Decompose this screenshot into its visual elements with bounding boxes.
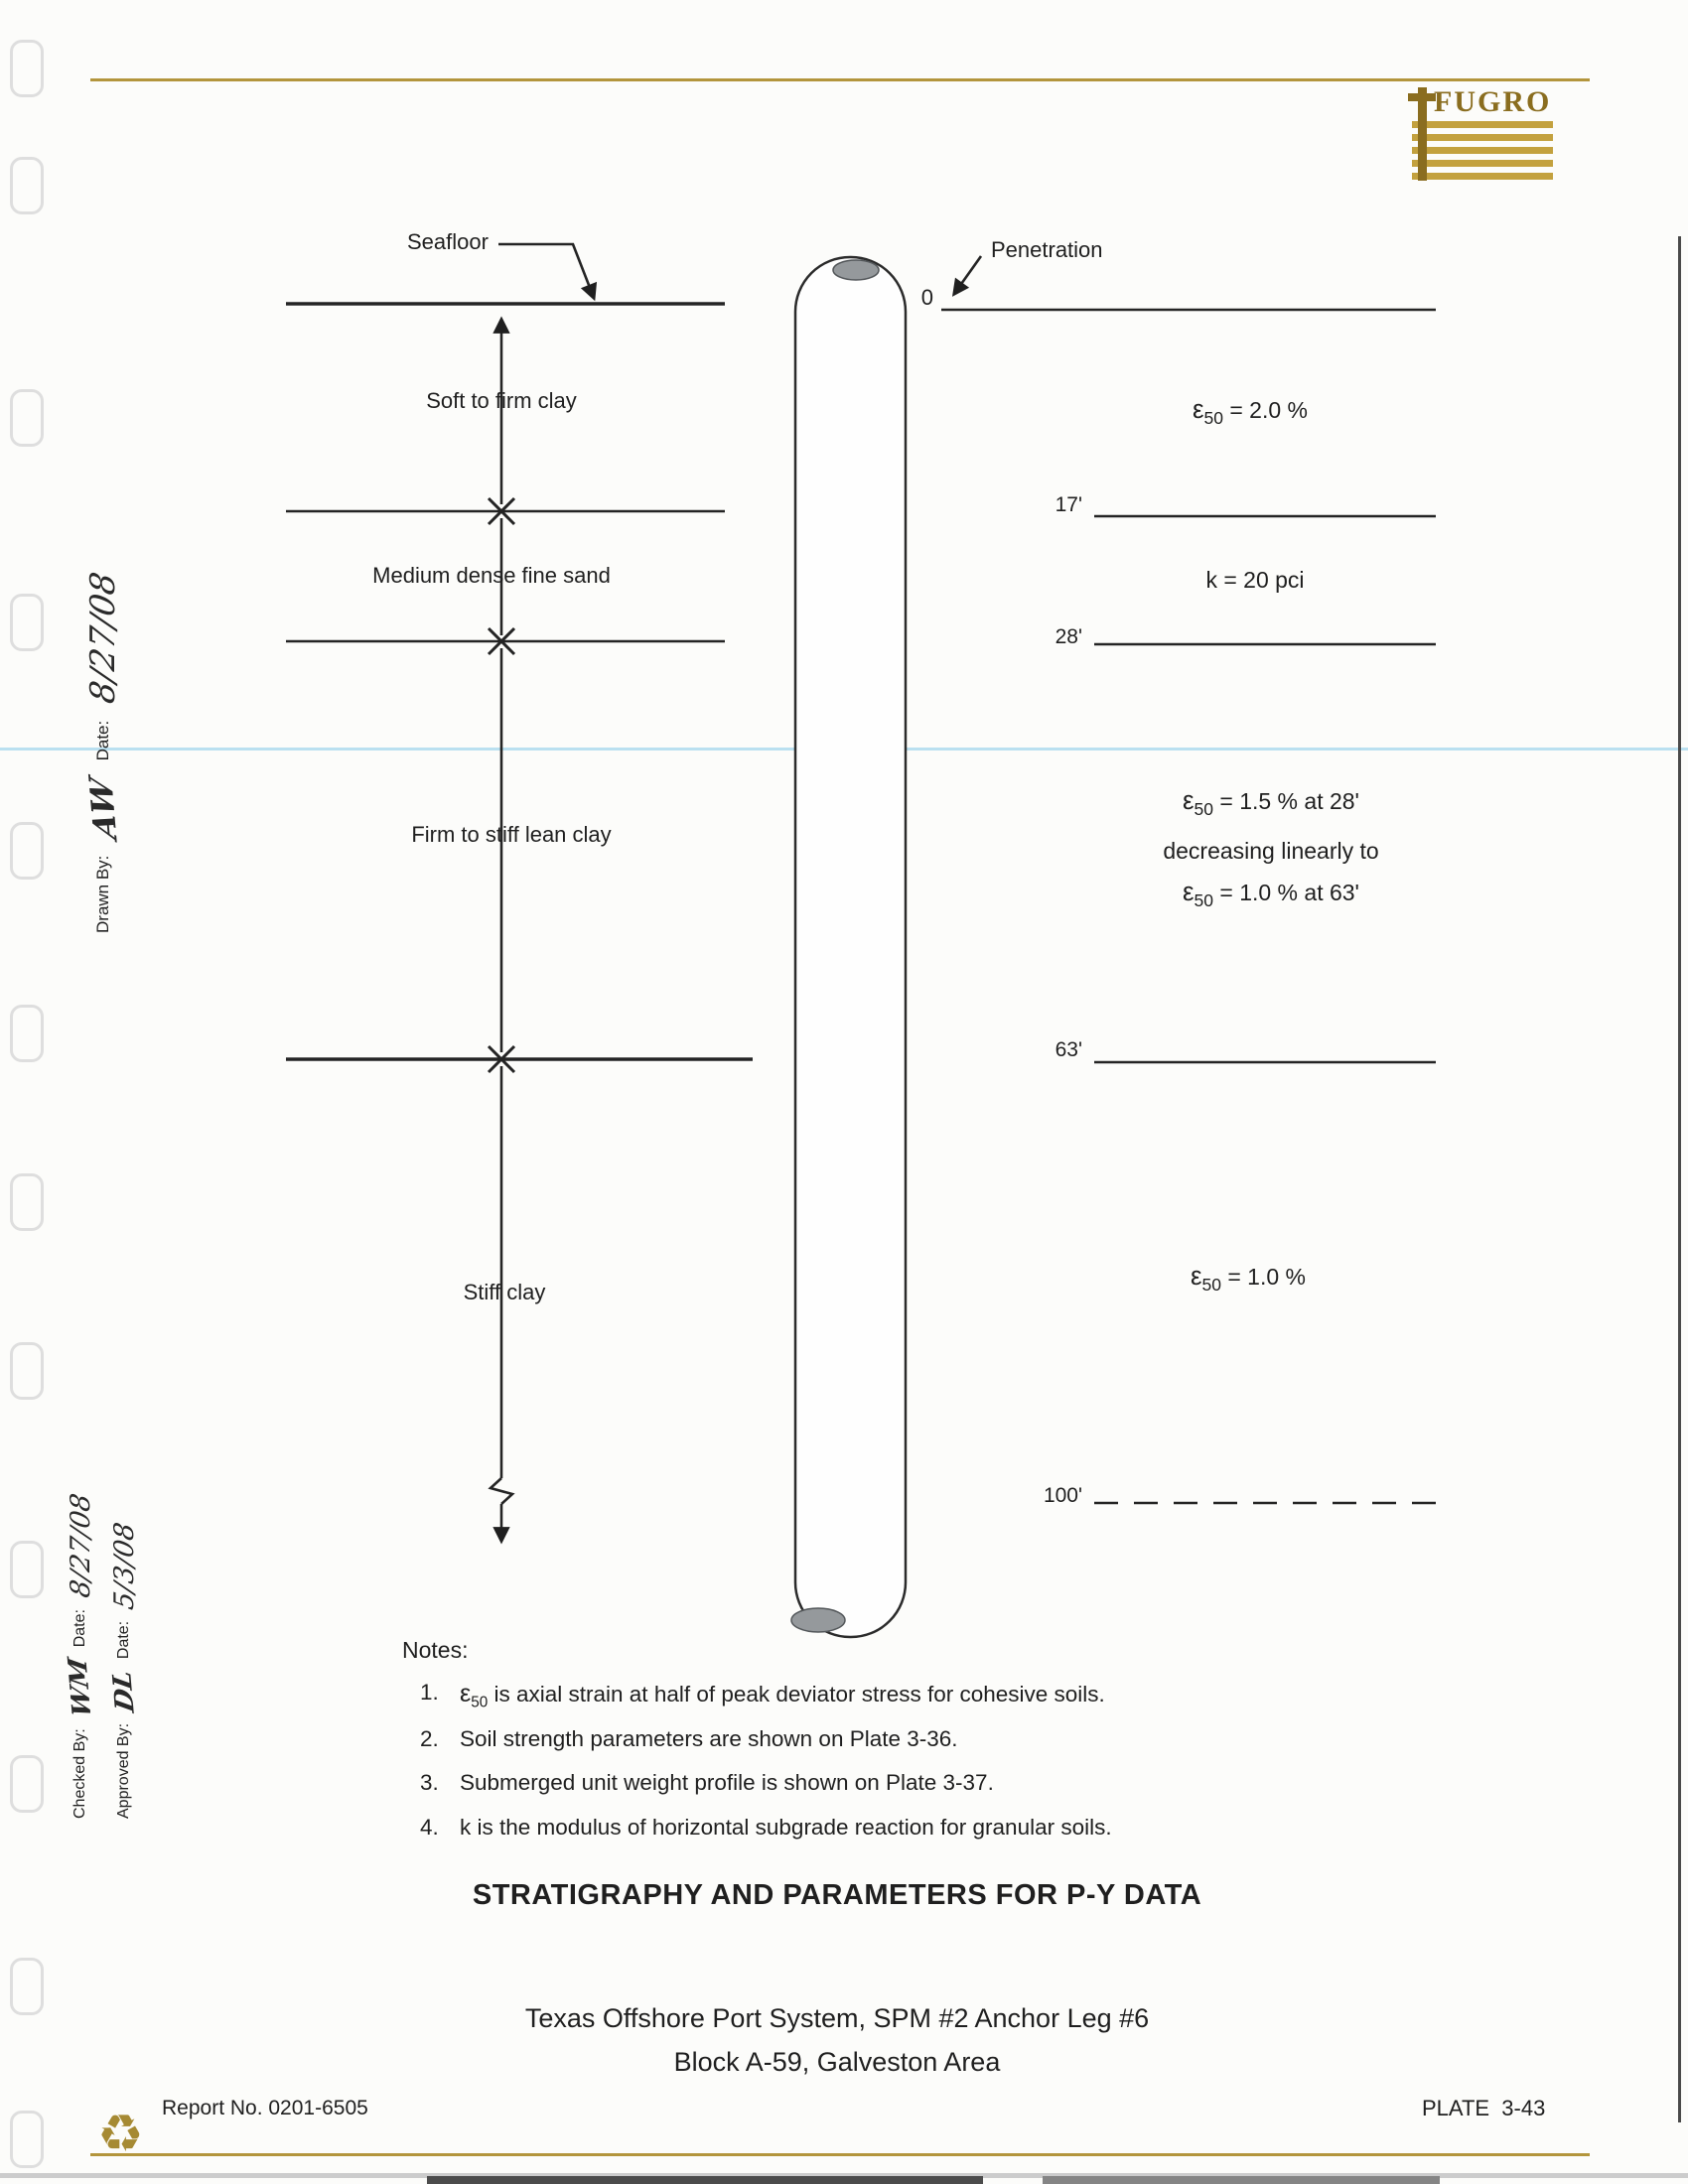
stratum-label-firm-to-stiff-lean-clay: Firm to stiff lean clay	[411, 822, 612, 847]
titleblock-checked-by	[58, 1430, 103, 1819]
eps50-param-layer3	[1072, 780, 1470, 921]
plate-subtitle-line2: Block A-59, Galveston Area	[673, 2047, 1001, 2077]
binder-hole-mark	[10, 1541, 44, 1598]
checked-date-label: Date:	[71, 1609, 88, 1648]
logo-stripe	[1412, 134, 1553, 141]
binder-hole-mark	[10, 40, 44, 97]
right-page-border	[1678, 236, 1681, 2122]
depth-tick-17: 17'	[1055, 493, 1082, 516]
plate-subtitle-line1: Texas Offshore Port System, SPM #2 Anchor Leg #6	[524, 2003, 1150, 2033]
binder-hole-mark	[10, 1342, 44, 1400]
logo-stripe	[1412, 121, 1553, 128]
epsilon-50-symbol: $\varepsilon_{50}$	[1193, 396, 1223, 429]
drawn-date-label: Date:	[93, 720, 112, 761]
scanner-edge-artifact	[1043, 2176, 1440, 2184]
penetration-callout-arrow	[954, 256, 981, 294]
epsilon-50-symbol: $\varepsilon_{50}$	[1183, 879, 1213, 911]
binder-hole-mark	[10, 389, 44, 447]
note-item-1: 1. $\varepsilon_{50}$ is axial strain at half of peak deviator stress for cohesive soils.	[420, 1680, 1105, 1711]
approved-date-label: Date:	[115, 1620, 132, 1660]
titleblock-drawn-by	[62, 417, 145, 933]
scanner-edge-artifact	[427, 2176, 983, 2184]
k-param-layer2: k = 20 pci	[1205, 567, 1305, 593]
pile-bottom-cap	[791, 1608, 845, 1632]
fugro-pin-icon	[1408, 93, 1436, 101]
binder-hole-mark	[10, 1005, 44, 1062]
checked-date-value: 8/27/08	[65, 1491, 96, 1600]
logo-stripe	[1412, 160, 1553, 167]
stratum-label-stiff-clay: Stiff clay	[463, 1280, 546, 1304]
epsilon-50-symbol: $\varepsilon_{50}$	[1191, 1263, 1221, 1296]
note-item-2: 2. Soil strength parameters are shown on Plate 3-36.	[420, 1725, 958, 1751]
eps50-param-layer1: $\varepsilon_{50} = 2.0$ %	[1193, 396, 1308, 429]
epsilon-50-symbol: $\varepsilon_{50}$	[1183, 787, 1213, 820]
binder-hole-mark	[10, 157, 44, 214]
binder-hole-mark	[10, 1173, 44, 1231]
stratum-label-soft-to-firm-clay: Soft to firm clay	[426, 388, 577, 413]
notes-heading: Notes:	[402, 1637, 469, 1663]
approved-date-value: 5/3/08	[108, 1520, 140, 1612]
plate-title: STRATIGRAPHY AND PARAMETERS FOR P-Y DATA	[472, 1879, 1202, 1911]
line-break-symbol	[491, 1478, 512, 1504]
pile	[791, 257, 906, 1637]
note-item-4: 4. k is the modulus of horizontal subgrade reaction for granular soils.	[420, 1814, 1112, 1840]
seafloor-label: Seafloor	[407, 229, 489, 254]
fugro-pin-icon	[1418, 87, 1427, 181]
seafloor-callout-arrow	[498, 244, 594, 298]
binder-hole-mark	[10, 822, 44, 880]
logo-stripe	[1412, 173, 1553, 180]
scan-artifact-line	[0, 748, 1688, 751]
note-item-3: 3. Submerged unit weight profile is shown on Plate 3-37.	[420, 1770, 994, 1795]
approved-by-label: Approved By:	[115, 1722, 132, 1819]
checked-by-signature: WM	[63, 1656, 98, 1720]
eps50-layer3-line1: $\varepsilon_{50} = 1.5$ % at 28'	[1183, 787, 1359, 820]
logo-stripe	[1412, 147, 1553, 154]
plate-number: PLATE 3-43	[1422, 2096, 1546, 2120]
recycle-icon: ♻	[97, 2106, 144, 2163]
eps50-layer3-line2: decreasing linearly to	[1163, 838, 1379, 865]
fugro-wordmark: FUGRO	[1434, 85, 1552, 118]
binder-hole-mark	[10, 594, 44, 651]
binder-hole-mark	[10, 1958, 44, 2015]
titleblock-approved-by	[101, 1430, 147, 1819]
binder-hole-mark	[10, 2111, 44, 2168]
bottom-gold-rule	[90, 2153, 1590, 2156]
fugro-logo	[1406, 85, 1557, 187]
pile-top-cap	[833, 260, 879, 280]
depth-arrow	[491, 320, 512, 1541]
depth-tick-100: 100'	[1043, 1484, 1082, 1507]
epsilon-50-symbol: ε	[460, 1680, 472, 1707]
approved-by-signature: DL	[107, 1668, 141, 1714]
depth-tick-0: 0	[920, 285, 933, 310]
drawn-date-value: 8/27/08	[83, 569, 123, 707]
drawn-by-signature: AW	[81, 774, 125, 842]
eps50-param-layer4: $\varepsilon_{50} = 1.0$ %	[1191, 1263, 1306, 1296]
top-gold-rule	[90, 78, 1590, 81]
depth-tick-28: 28'	[1055, 625, 1082, 648]
stratum-label-medium-dense-fine-sand: Medium dense fine sand	[372, 563, 611, 588]
eps50-layer3-line3: $\varepsilon_{50} = 1.0$ % at 63'	[1183, 879, 1359, 911]
depth-tick-63: 63'	[1055, 1038, 1082, 1061]
checked-by-label: Checked By:	[71, 1728, 88, 1819]
notes-list	[420, 1680, 1393, 1858]
report-number: Report No. 0201-6505	[162, 2097, 368, 2119]
penetration-label: Penetration	[991, 237, 1103, 262]
binder-hole-mark	[10, 1755, 44, 1813]
drawn-by-label: Drawn By:	[93, 855, 112, 933]
